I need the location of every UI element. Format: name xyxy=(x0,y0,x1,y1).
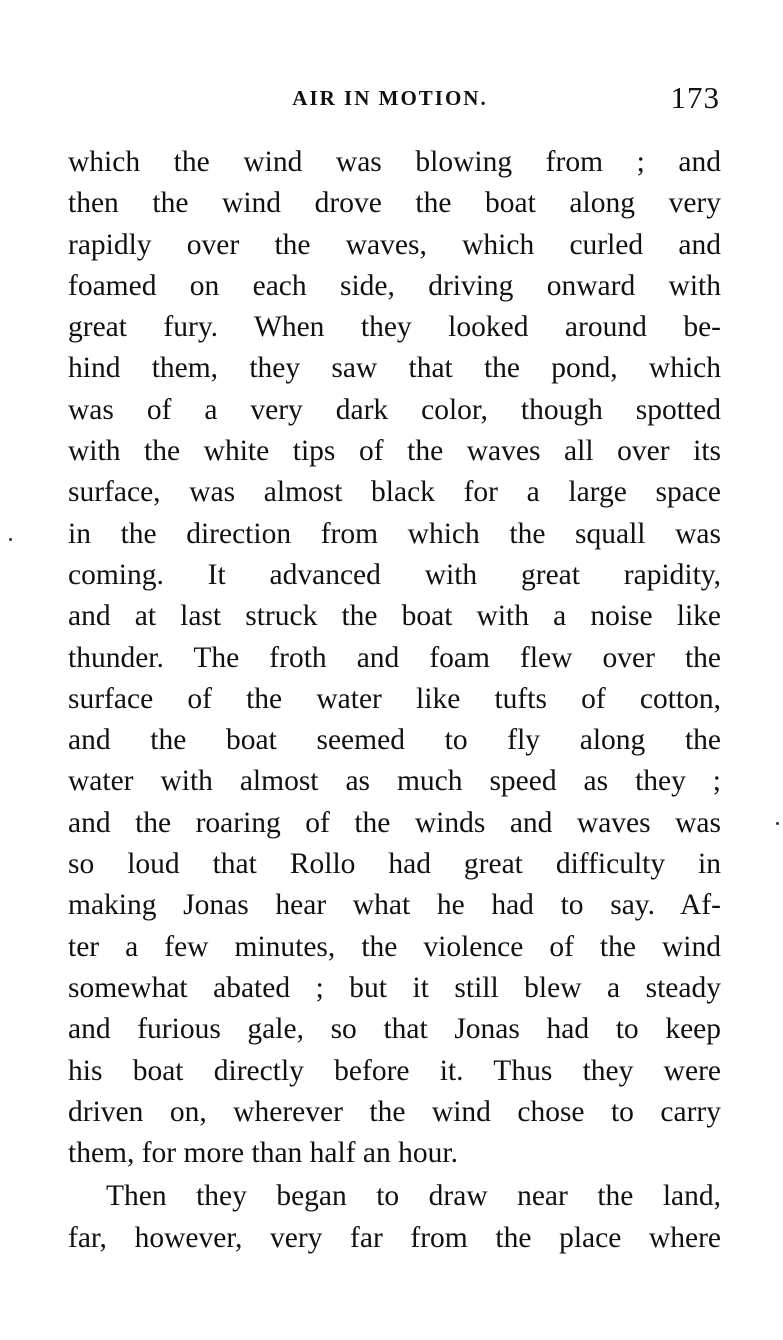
text-line: surface, was almost black for a large space xyxy=(68,476,721,509)
text-line: ter a few minutes, the violence of the wind xyxy=(68,930,721,963)
page-number: 173 xyxy=(670,80,720,115)
ink-speck xyxy=(9,538,12,541)
text-line: them, for more than half an hour. xyxy=(68,1137,458,1170)
paragraph-2 xyxy=(68,1176,721,1259)
text-line: in the direction from which the squall was xyxy=(68,517,721,550)
running-head xyxy=(60,80,720,116)
text-line: was of a very dark color, though spotted xyxy=(68,393,721,426)
text-line: and at last struck the boat with a noise like xyxy=(68,600,721,633)
text-line: and the boat seemed to fly along the xyxy=(68,724,721,757)
text-line: and furious gale, so that Jonas had to keep xyxy=(68,1013,721,1046)
chapter-title: AIR IN MOTION. xyxy=(292,86,488,110)
text-line: his boat directly before it. Thus they were xyxy=(68,1054,721,1087)
text-line: and the roaring of the winds and waves was xyxy=(68,806,721,839)
text-line: then the wind drove the boat along very xyxy=(68,187,721,220)
ink-speck xyxy=(776,822,779,825)
text-line: which the wind was blowing from ; and xyxy=(68,146,721,178)
text-line: somewhat abated ; but it still blew a steady xyxy=(68,971,721,1004)
text-line: water with almost as much speed as they ; xyxy=(68,765,721,798)
text-line: great fury. When they looked around be- xyxy=(68,311,721,344)
text-line: driven on, wherever the wind chose to carry xyxy=(68,1095,721,1128)
text-line: foamed on each side, driving onward with xyxy=(68,269,721,302)
text-line: with the white tips of the waves all over its xyxy=(68,435,721,468)
text-line: hind them, they saw that the pond, which xyxy=(68,352,721,385)
paragraph-1 xyxy=(68,142,721,1174)
text-line: Then they began to draw near the land, xyxy=(106,1180,721,1213)
text-line: rapidly over the waves, which curled and xyxy=(68,228,721,261)
text-line: so loud that Rollo had great difficulty in xyxy=(68,848,721,881)
text-line: surface of the water like tufts of cotton, xyxy=(68,682,721,715)
text-line: making Jonas hear what he had to say. Af- xyxy=(68,889,721,922)
text-line: coming. It advanced with great rapidity, xyxy=(68,558,721,591)
text-line: thunder. The froth and foam flew over the xyxy=(68,641,721,674)
body-text xyxy=(68,142,721,1259)
text-line: far, however, very far from the place where xyxy=(68,1221,721,1254)
